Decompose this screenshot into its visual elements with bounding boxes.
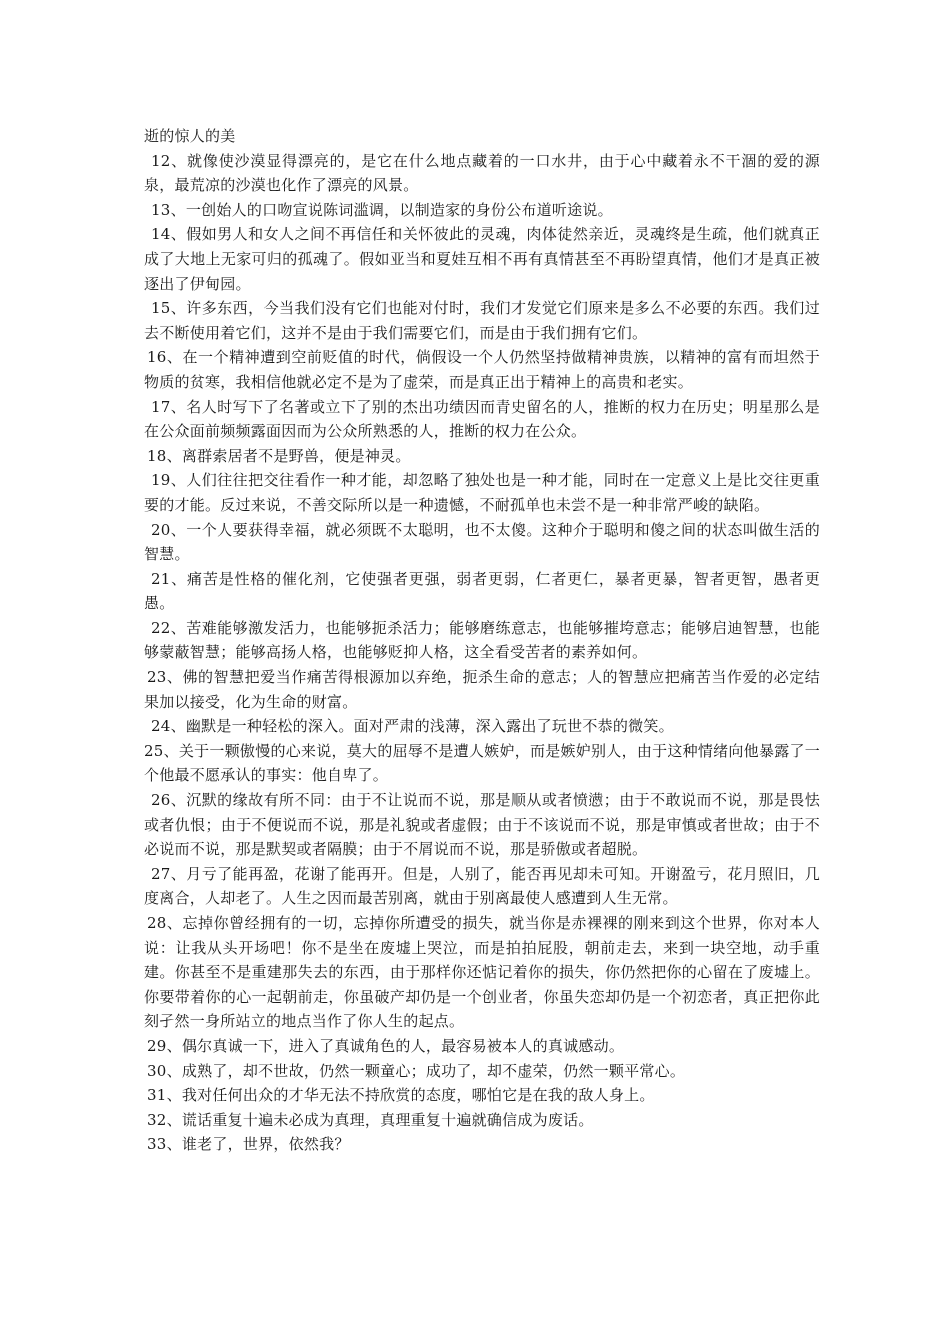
paragraph-28: 28、忘掉你曾经拥有的一切，忘掉你所遭受的损失，就当你是赤裸裸的刚来到这个世界，你对本人说：让我从头开场吧！你不是坐在废墟上哭泣，而是拍拍屁股，朝前走去，来到一块空地，动手重建。你甚至不是重建那失去的东西，由于那样你还惦记着你的损失，你仍然把你的心留在了废墟上。你要带着你的心一起朝前走，你虽破产却仍是一个创业者，你虽失恋却仍是一个初恋者，真正把你此刻孑然一身所站立的地点当作了你人生的起点。 <box>144 914 820 1031</box>
paragraph-24: 24、幽默是一种轻松的深入。面对严肃的浅薄，深入露出了玩世不恭的微笑。 <box>151 717 674 736</box>
paragraph-intro: 逝的惊人的美 <box>144 127 236 145</box>
paragraph-23: 23、佛的智慧把爱当作痛苦得根源加以弃绝，扼杀生命的意志；人的智慧应把痛苦当作爱的必定结果加以接受，化为生命的财富。 <box>144 668 820 711</box>
paragraph-13: 13、一创始人的口吻宣说陈词滥调，以制造家的身份公布道听途说。 <box>151 200 613 219</box>
paragraph-12: 12、就像使沙漠显得漂亮的，是它在什么地点藏着的一口水井，由于心中藏着永不干涸的爱的源泉，最荒凉的沙漠也化作了漂亮的风景。 <box>144 151 820 195</box>
paragraph-25: 25、关于一颗傲慢的心来说，莫大的屈辱不是遭人嫉妒，而是嫉妒别人，由于这种情绪向他暴露了一个他最不愿承认的事实：他自卑了。 <box>144 741 820 785</box>
paragraph-14: 14、假如男人和女人之间不再信任和关怀彼此的灵魂，肉体徒然亲近，灵魂终是生疏，他们就真正成了大地上无家可归的孤魂了。假如亚当和夏娃互相不再有真情甚至不再盼望真情，他们才是真正被逐出了伊甸园。 <box>144 225 820 293</box>
paragraph-30: 30、成熟了，却不世故，仍然一颗童心；成功了，却不虚荣，仍然一颗平常心。 <box>147 1061 686 1080</box>
paragraph-29: 29、偶尔真诚一下，进入了真诚角色的人，最容易被本人的真诚感动。 <box>147 1036 625 1055</box>
paragraph-22: 22、苦难能够激发活力，也能够扼杀活力；能够磨练意志，也能够摧垮意志；能够启迪智慧，也能够蒙蔽智慧；能够高扬人格，也能够贬抑人格，这全看受苦者的素养如何。 <box>144 618 820 662</box>
paragraph-33: 33、谁老了，世界，依然我？ <box>147 1135 350 1154</box>
paragraph-19: 19、人们往往把交往看作一种才能，却忽略了独处也是一种才能，同时在一定意义上是比交往更重要的才能。反过来说，不善交际所以是一种遗憾，不耐孤单也未尝不是一种非常严峻的缺陷。 <box>144 471 820 514</box>
document-body <box>144 124 820 1157</box>
paragraph-31: 31、我对任何出众的才华无法不持欣赏的态度，哪怕它是在我的敌人身上。 <box>147 1086 655 1105</box>
paragraph-32: 32、谎话重复十遍未必成为真理，真理重复十遍就确信成为废话。 <box>147 1110 594 1129</box>
paragraph-26: 26、沉默的缘故有所不同：由于不让说而不说，那是顺从或者愤懑；由于不敢说而不说，那是畏怯或者仇恨；由于不便说而不说，那是礼貌或者虚假；由于不该说而不说，那是审慎或者世故；由于不必说而不说，那是默契或者隔膜；由于不屑说而不说，那是骄傲或者超脱。 <box>144 791 820 859</box>
paragraph-16: 16、在一个精神遭到空前贬值的时代，倘假设一个人仍然坚持做精神贵族，以精神的富有而坦然于物质的贫寒，我相信他就必定不是为了虚荣，而是真正出于精神上的高贵和老实。 <box>144 348 820 391</box>
paragraph-15: 15、许多东西，今当我们没有它们也能对付时，我们才发觉它们原来是多么不必要的东西。我们过去不断使用着它们，这并不是由于我们需要它们，而是由于我们拥有它们。 <box>144 299 820 342</box>
paragraph-18: 18、离群索居者不是野兽，便是神灵。 <box>147 446 411 465</box>
paragraph-17: 17、名人时写下了名著或立下了别的杰出功绩因而青史留名的人，推断的权力在历史；明星那么是在公众面前频频露面因而为公众所熟悉的人，推断的权力在公众。 <box>144 397 820 441</box>
paragraph-27: 27、月亏了能再盈，花谢了能再开。但是，人别了，能否再见却未可知。开谢盈亏，花月照旧，几度离合，人却老了。人生之因而最苦别离，就由于别离最使人感遭到人生无常。 <box>144 864 820 908</box>
paragraph-21: 21、痛苦是性格的催化剂，它使强者更强，弱者更弱，仁者更仁，暴者更暴，智者更智，愚者更愚。 <box>144 569 820 613</box>
paragraph-20: 20、一个人要获得幸福，就必须既不太聪明，也不太傻。这种介于聪明和傻之间的状态叫做生活的智慧。 <box>144 520 820 564</box>
